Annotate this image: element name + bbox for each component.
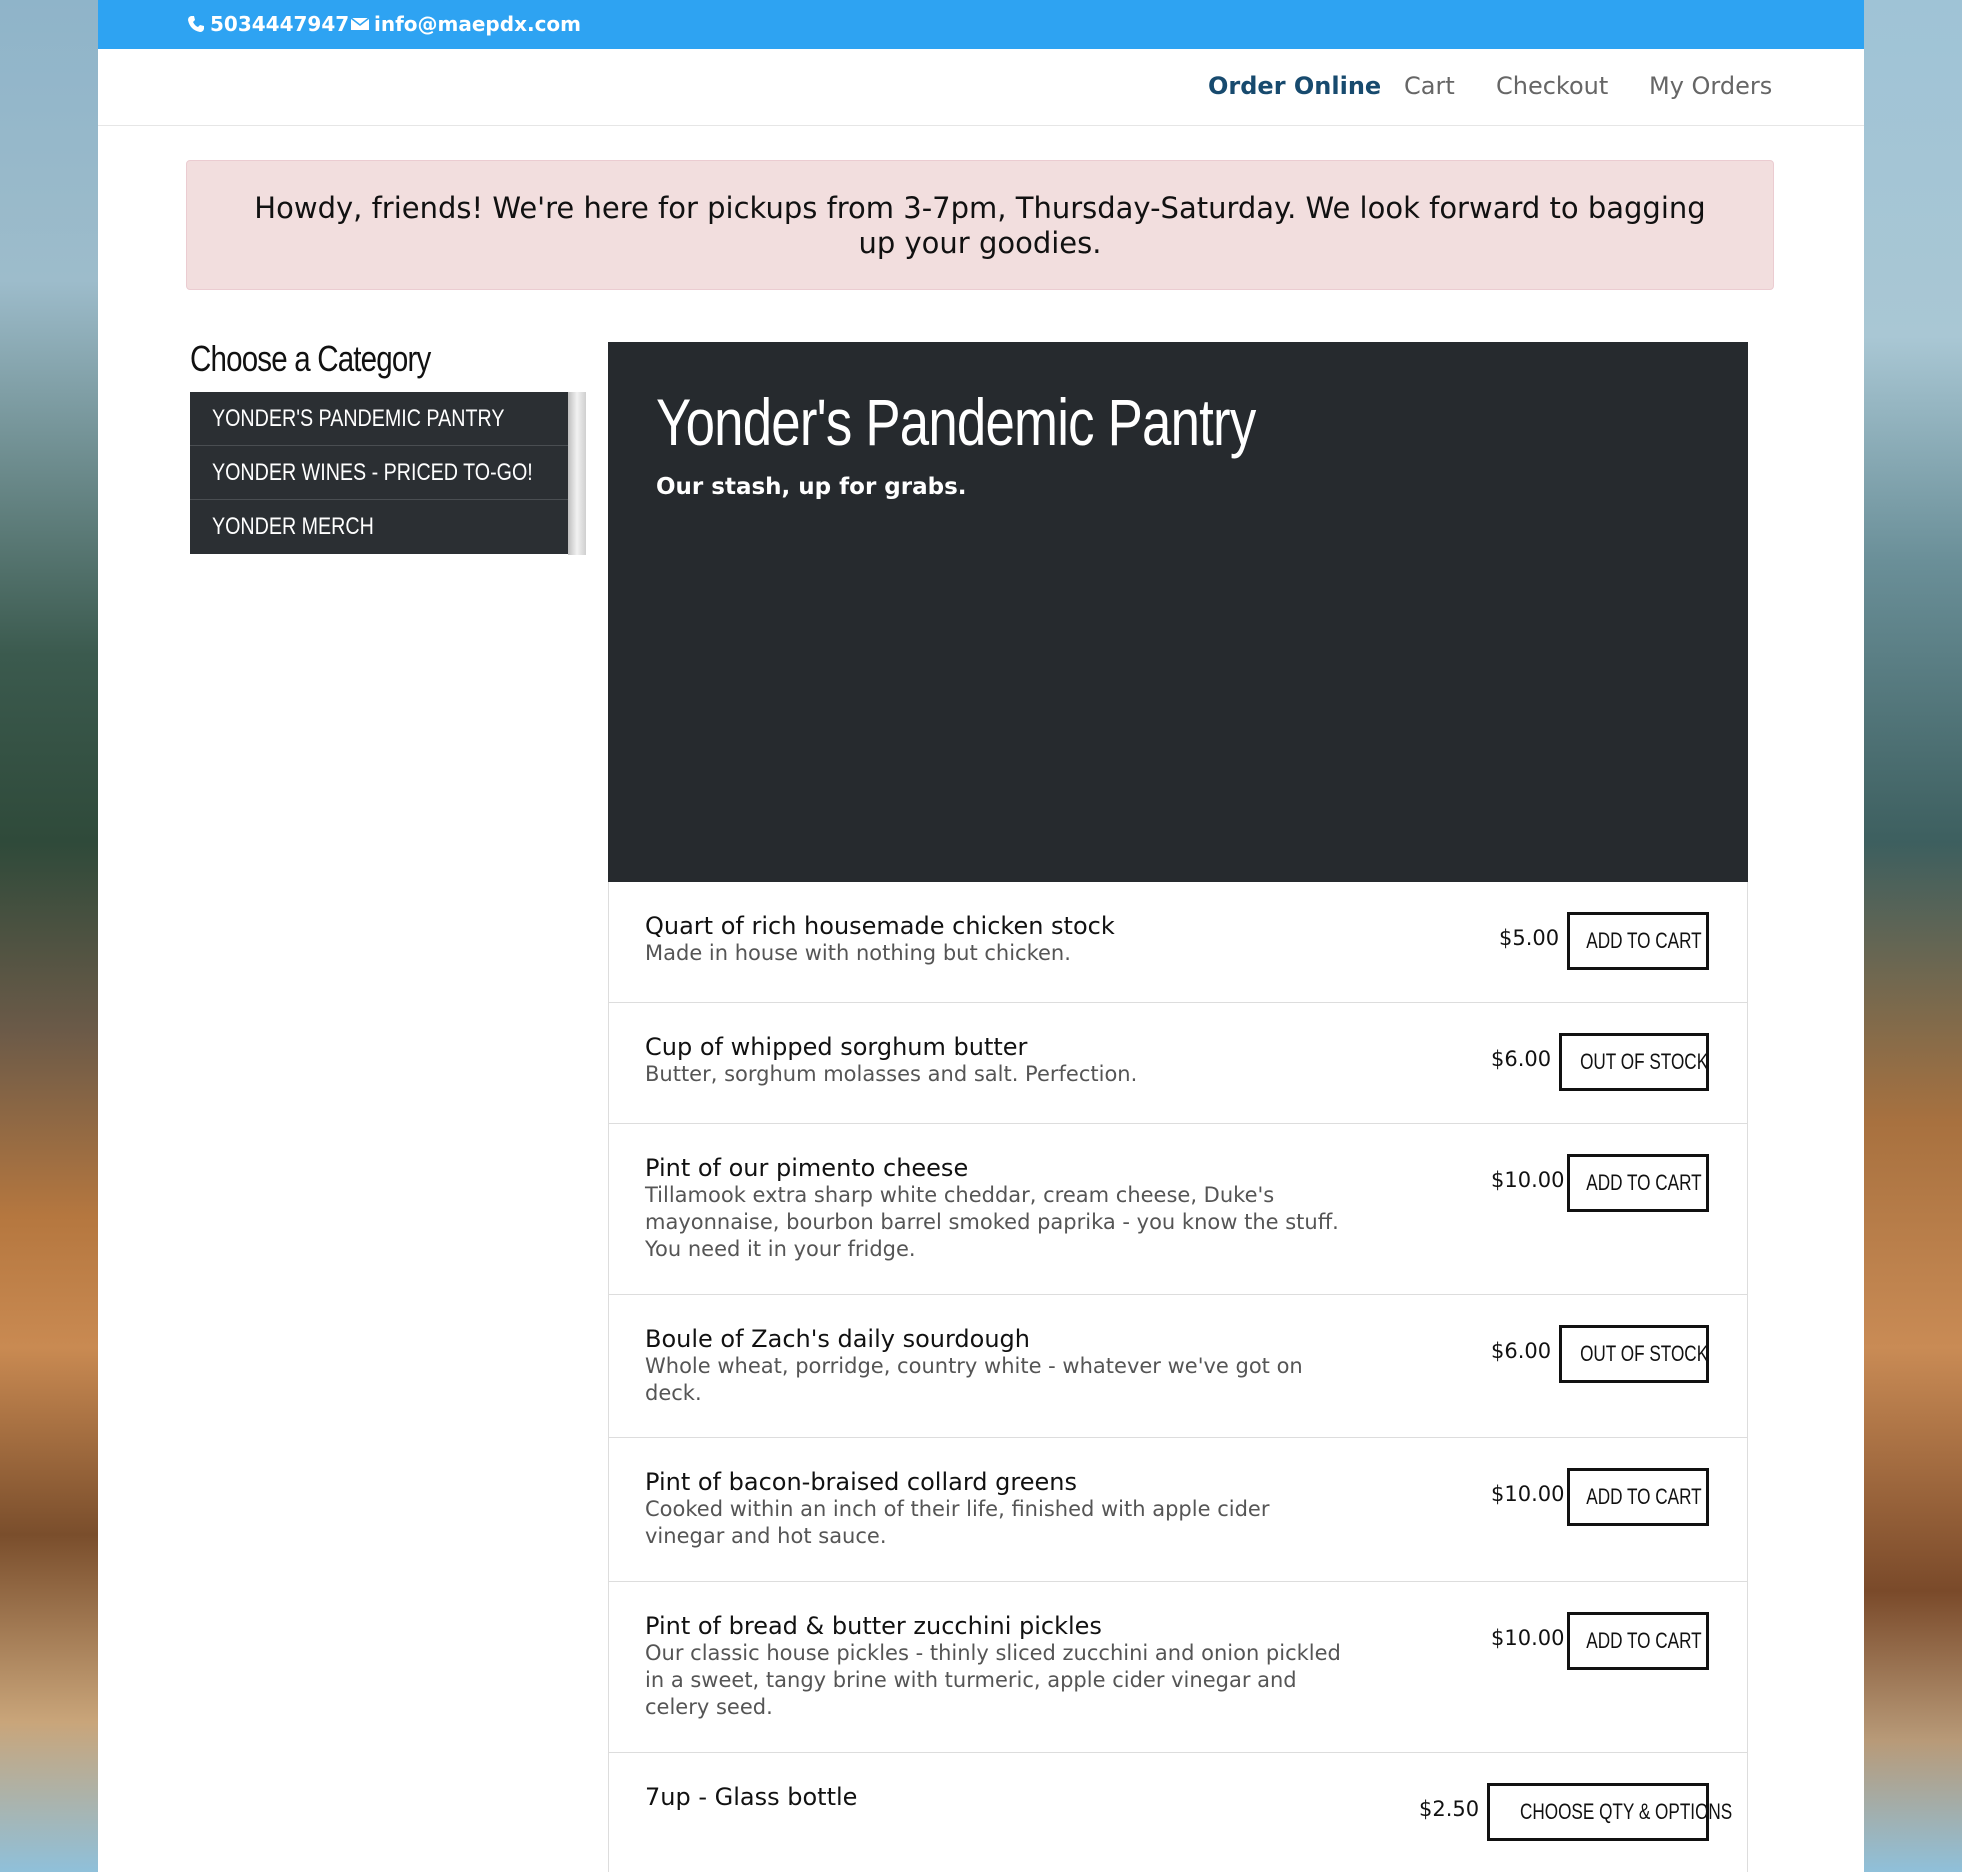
product-name: Pint of our pimento cheese (645, 1154, 969, 1182)
product-row (609, 1124, 1747, 1295)
nav-my-orders[interactable]: My Orders (1649, 72, 1773, 100)
product-price: $5.00 (1499, 926, 1560, 950)
button-label: OUT OF STOCK (1580, 1049, 1709, 1074)
button-label: ADD TO CART (1586, 928, 1702, 953)
button-label: CHOOSE QTY & OPTIONS (1519, 1799, 1733, 1824)
product-row (609, 1003, 1747, 1124)
phone-contact[interactable] (186, 12, 349, 36)
background-right (1864, 0, 1962, 1872)
product-name: Cup of whipped sorghum butter (645, 1033, 1028, 1061)
product-name: Quart of rich housemade chicken stock (645, 912, 1115, 940)
product-name: Pint of bacon-braised collard greens (645, 1468, 1077, 1496)
product-name: Boule of Zach's daily sourdough (645, 1325, 1030, 1353)
category-item-pandemic-pantry[interactable] (190, 392, 568, 446)
category-item-merch[interactable] (190, 500, 568, 554)
product-description: Made in house with nothing but chicken. (645, 941, 1071, 965)
product-row (609, 1582, 1747, 1753)
product-price: $10.00 (1491, 1626, 1565, 1650)
nav-cart[interactable]: Cart (1404, 72, 1455, 100)
product-row (609, 882, 1747, 1003)
product-row (609, 1438, 1747, 1582)
button-label: ADD TO CART (1586, 1628, 1702, 1653)
category-item-wines[interactable] (190, 446, 568, 500)
top-bar (98, 0, 1864, 49)
category-subtitle: Our stash, up for grabs. (656, 474, 967, 500)
out-of-stock-button[interactable] (1559, 1033, 1709, 1091)
choose-options-button[interactable] (1487, 1783, 1733, 1841)
product-price: $6.00 (1491, 1047, 1552, 1071)
product-price: $2.50 (1419, 1797, 1480, 1821)
add-to-cart-button[interactable] (1567, 1468, 1709, 1526)
category-scrollbar[interactable] (568, 392, 586, 555)
main-header (98, 49, 1864, 126)
product-row (609, 1295, 1747, 1438)
category-hero (608, 342, 1748, 882)
product-name: 7up - Glass bottle (645, 1783, 858, 1811)
category-label: YONDER MERCH (212, 513, 374, 540)
email-address: info@maepdx.com (374, 12, 582, 36)
page (98, 0, 1864, 1872)
phone-icon (186, 14, 206, 34)
background-left (0, 0, 98, 1872)
product-description: Butter, sorghum molasses and salt. Perfection. (645, 1062, 1138, 1086)
product-price: $6.00 (1491, 1339, 1552, 1363)
button-label: ADD TO CART (1586, 1484, 1702, 1509)
nav-order-online[interactable]: Order Online (1208, 72, 1382, 100)
product-price: $10.00 (1491, 1482, 1565, 1506)
category-heading: Choose a Category (190, 338, 431, 379)
product-price: $10.00 (1491, 1168, 1565, 1192)
product-list (608, 882, 1748, 1872)
add-to-cart-button[interactable] (1567, 912, 1709, 970)
add-to-cart-button[interactable] (1567, 1612, 1709, 1670)
email-contact[interactable] (350, 12, 581, 36)
category-list (190, 392, 586, 554)
add-to-cart-button[interactable] (1567, 1154, 1709, 1212)
notice-banner: Howdy, friends! We're here for pickups from 3-7pm, Thursday-Saturday. We look forward to bagging up your goodies. (186, 160, 1774, 290)
phone-number: 5034447947 (210, 12, 350, 36)
product-description: Our classic house pickles - thinly sliced zucchini and onion pickled in a sweet, tangy brine with turmeric, apple cider vinegar and celery seed. (645, 1641, 1341, 1719)
nav-checkout[interactable]: Checkout (1496, 72, 1609, 100)
category-title: Yonder's Pandemic Pantry (656, 385, 1256, 459)
category-label: YONDER WINES - PRICED TO-GO! (212, 459, 533, 486)
category-label: YONDER'S PANDEMIC PANTRY (212, 405, 505, 432)
button-label: ADD TO CART (1586, 1170, 1702, 1195)
product-description: Tillamook extra sharp white cheddar, cream cheese, Duke's mayonnaise, bourbon barrel smoked paprika - you know the stuff. You need it in your fridge. (645, 1183, 1339, 1261)
product-row (609, 1753, 1747, 1872)
product-description: Whole wheat, porridge, country white - whatever we've got on deck. (645, 1354, 1303, 1405)
email-icon (350, 14, 370, 34)
out-of-stock-button[interactable] (1559, 1325, 1709, 1383)
button-label: OUT OF STOCK (1580, 1341, 1709, 1366)
product-description: Cooked within an inch of their life, finished with apple cider vinegar and hot sauce. (645, 1497, 1270, 1548)
product-name: Pint of bread & butter zucchini pickles (645, 1612, 1102, 1640)
